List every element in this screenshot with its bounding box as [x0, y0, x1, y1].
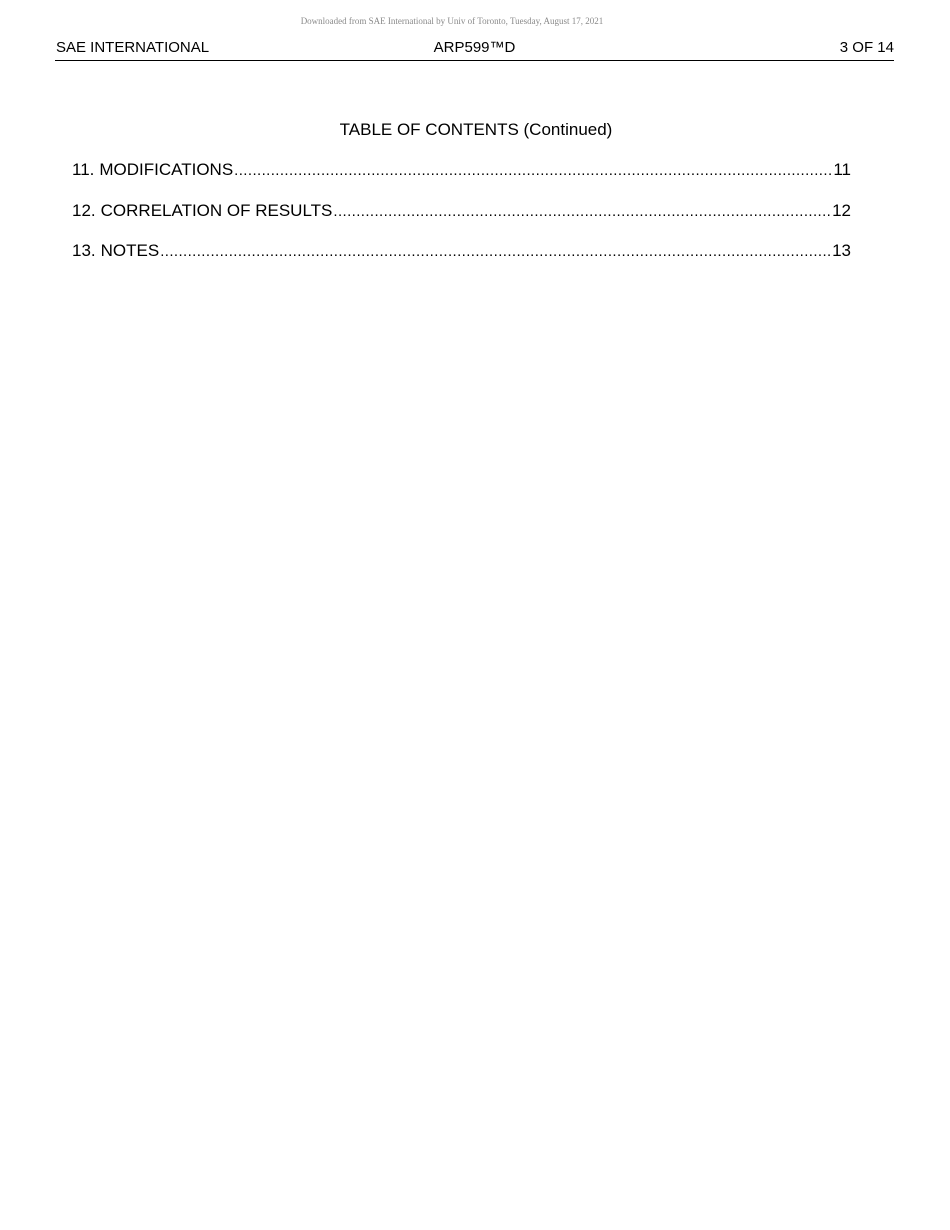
- toc-entry[interactable]: [72, 241, 851, 282]
- running-header: [55, 38, 894, 61]
- dot-leader: [333, 202, 831, 222]
- dot-leader: [234, 161, 832, 181]
- toc-entry-number: 13.: [72, 241, 96, 260]
- page-indicator: 3 OF 14: [839, 39, 894, 56]
- toc-entry-page: 12: [832, 200, 851, 220]
- toc-list: [72, 160, 851, 282]
- dot-leader: [160, 242, 831, 262]
- toc-entry[interactable]: [72, 201, 851, 242]
- publisher-name: SAE INTERNATIONAL: [56, 39, 210, 56]
- toc-title: TABLE OF CONTENTS (Continued): [339, 120, 613, 139]
- document-number: ARP599™D: [433, 39, 516, 56]
- toc-entry-number: 12.: [72, 200, 96, 220]
- toc-entry-page: 13: [832, 241, 851, 260]
- toc-entry[interactable]: [72, 160, 851, 201]
- toc-entry-label: CORRELATION OF RESULTS: [100, 200, 333, 220]
- toc-entry-page: 11: [833, 160, 851, 179]
- download-watermark: Downloaded from SAE International by Univ of Toronto, Tuesday, August 17, 2021: [300, 16, 604, 26]
- toc-entry-label: NOTES: [100, 241, 160, 260]
- toc-entry-label: MODIFICATIONS: [99, 160, 234, 179]
- toc-entry-number: 11.: [72, 160, 95, 179]
